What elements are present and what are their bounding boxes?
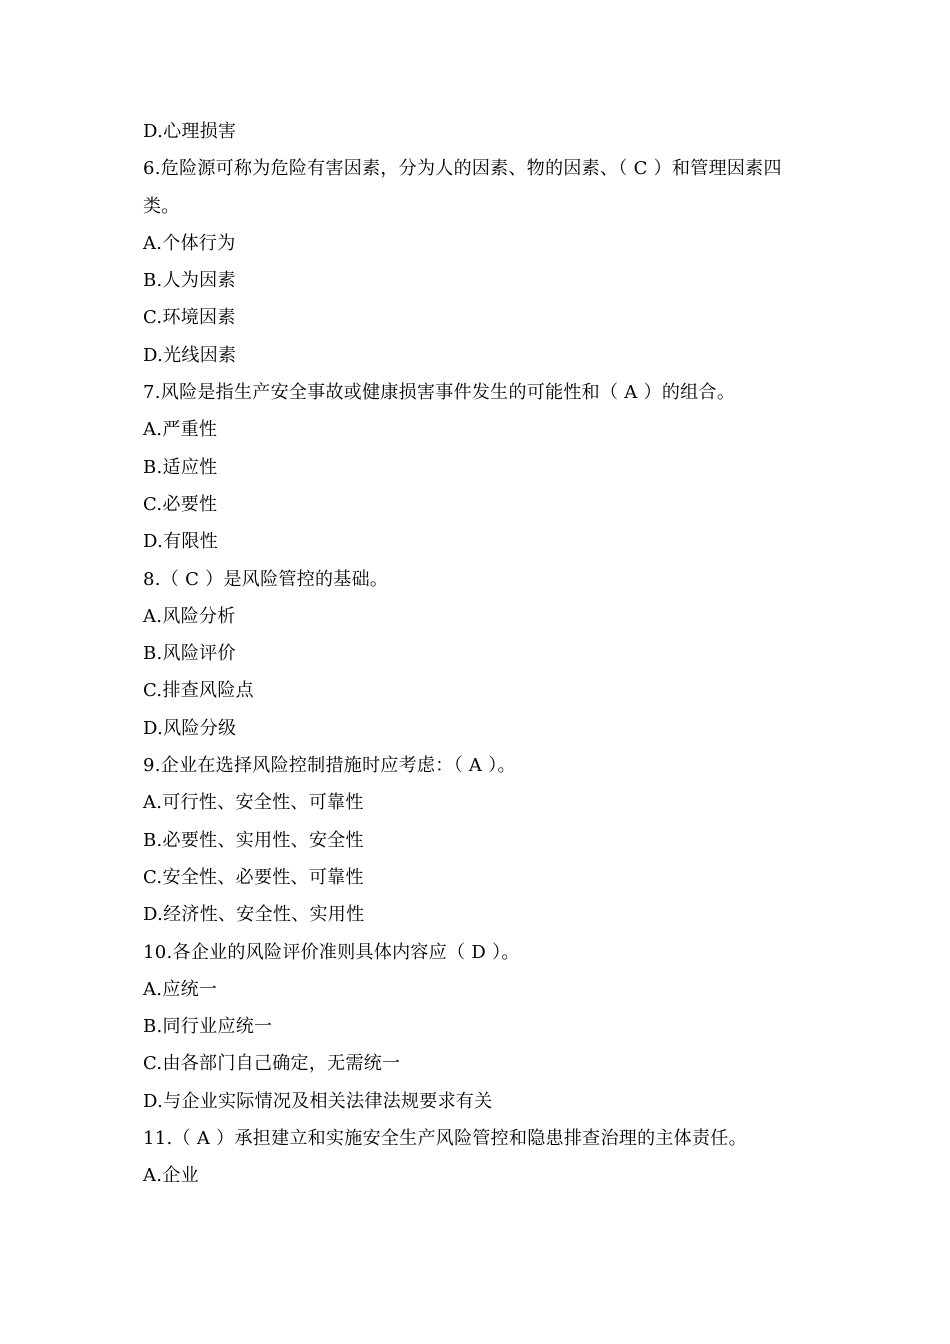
option-b-q9: B.必要性、实用性、安全性 [143,829,364,851]
document-body [143,113,823,1195]
option-a-q6: A.个体行为 [143,232,236,254]
option-d-q10: D.与企业实际情况及相关法律法规要求有关 [143,1090,493,1112]
option-c-q8: C.排查风险点 [143,680,254,702]
question-7: 7.风险是指生产安全事故或健康损害事件发生的可能性和（ A ）的组合。 [143,382,736,404]
option-c-q6: C.环境因素 [143,307,236,329]
option-b-q7: B.适应性 [143,456,218,478]
question-9: 9.企业在选择风险控制措施时应考虑：（ A ）。 [143,755,516,777]
option-d-q8: D.风险分级 [143,717,237,739]
option-a-q11: A.企业 [143,1165,199,1187]
option-a-q10: A.应统一 [143,978,218,1000]
option-d-q5: D.心理损害 [143,121,237,142]
option-b-q8: B.风险评价 [143,643,236,665]
option-c-q10: C.由各部门自己确定，无需统一 [143,1053,401,1075]
option-c-q7: C.必要性 [143,493,218,515]
question-11: 11.（ A ）承担建立和实施安全生产风险管控和隐患排查治理的主体责任。 [143,1128,747,1150]
option-c-q9: C.安全性、必要性、可靠性 [143,866,364,888]
question-10: 10.各企业的风险评价准则具体内容应（ D ）。 [143,941,520,963]
option-d-q6: D.光线因素 [143,344,237,366]
option-a-q7: A.严重性 [143,419,218,441]
question-8: 8.（ C ）是风险管控的基础。 [143,568,389,590]
option-d-q7: D.有限性 [143,531,219,553]
option-b-q6: B.人为因素 [143,270,236,292]
option-b-q10: B.同行业应统一 [143,1016,273,1038]
option-a-q9: A.可行性、安全性、可靠性 [143,792,364,814]
option-d-q9: D.经济性、安全性、实用性 [143,904,365,926]
option-a-q8: A.风险分析 [143,605,236,627]
question-6: 6.危险源可称为危险有害因素，分为人的因素、物的因素、（ C ）和管理因素四类。 [143,158,782,217]
